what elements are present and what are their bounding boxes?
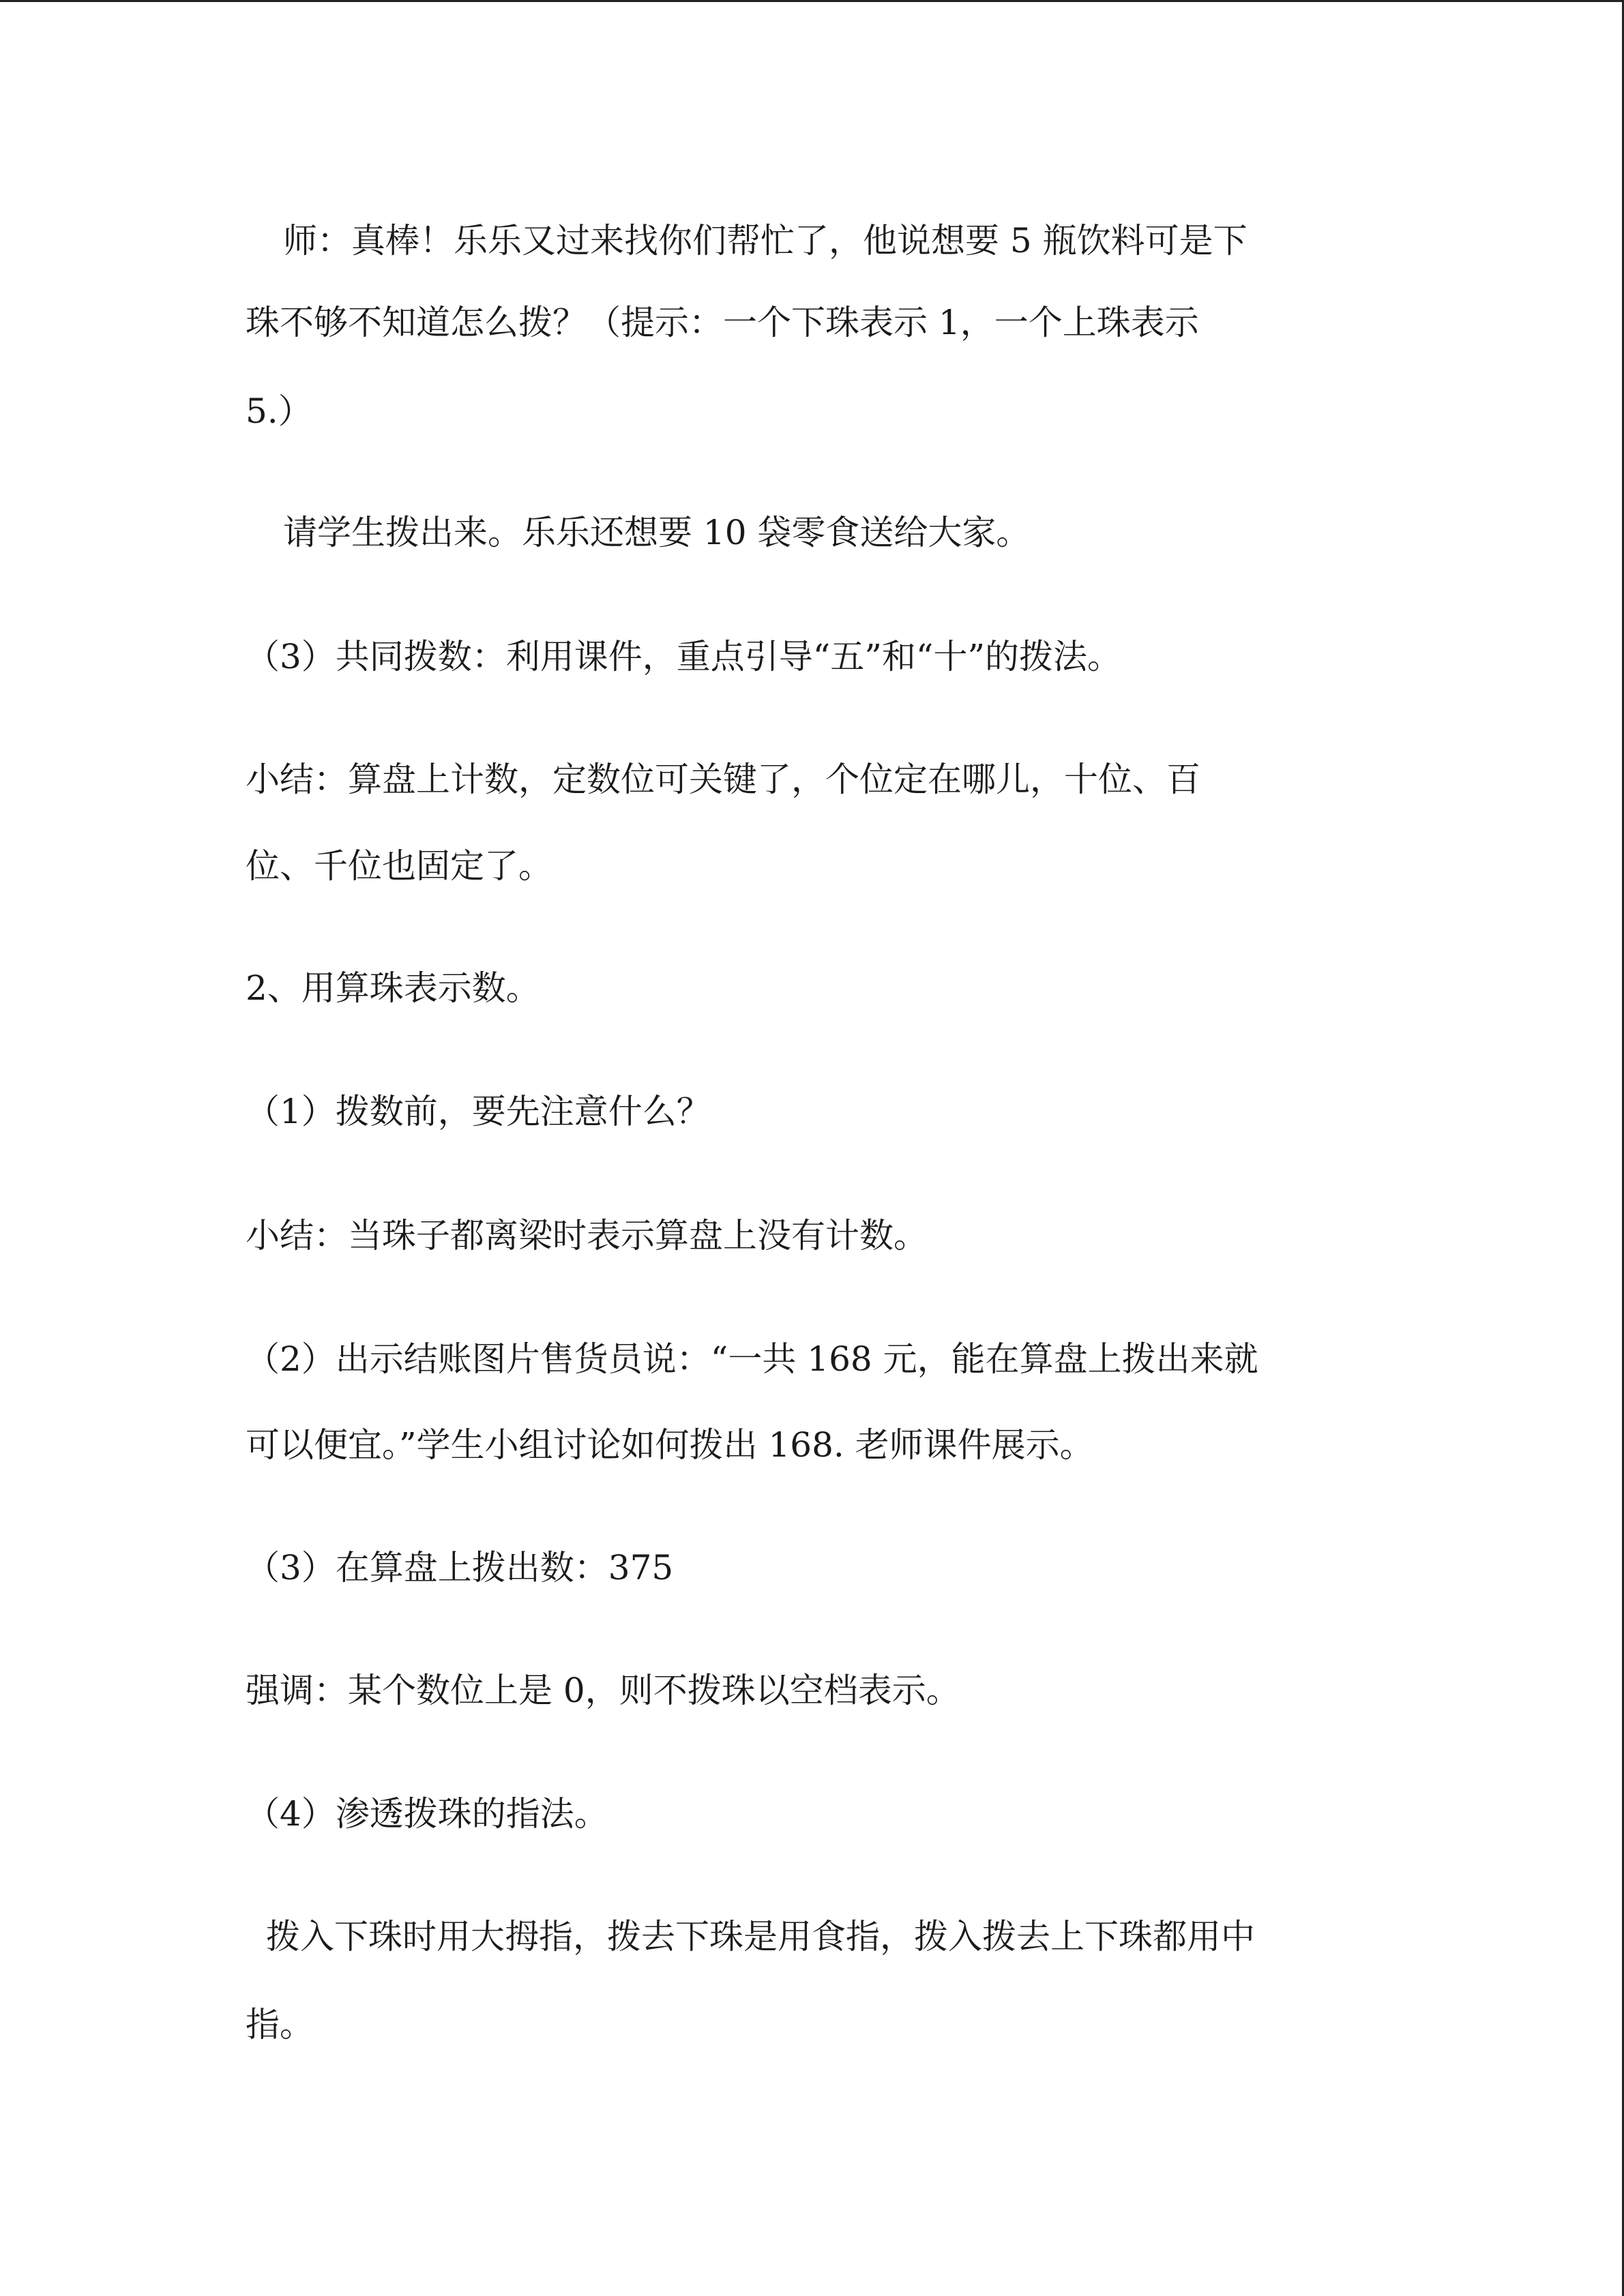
text-line: 珠不够不知道怎么拨？（提示：一个下珠表示 1，一个上珠表示 <box>246 303 1199 342</box>
text-line: 小结：算盘上计数，定数位可关键了，个位定在哪儿，十位、百 <box>246 760 1200 799</box>
page-top-border <box>0 0 1624 2</box>
text-line: 强调：某个数位上是 0，则不拨珠以空档表示。 <box>246 1671 960 1710</box>
text-line: 可以便宜。”学生小组讨论如何拨出 168. 老师课件展示。 <box>246 1425 1094 1465</box>
text-line: 2、用算珠表示数。 <box>246 968 540 1008</box>
text-line: （3）在算盘上拨出数：375 <box>246 1548 674 1587</box>
text-line: 拨入下珠时用大拇指，拨去下珠是用食指，拨入拨去上下珠都用中 <box>266 1917 1255 1956</box>
text-line: 小结：当珠子都离梁时表示算盘上没有计数。 <box>246 1216 928 1255</box>
text-line: 指。 <box>246 2005 314 2044</box>
text-line: 师：真棒！乐乐又过来找你们帮忙了，他说想要 5 瓶饮料可是下 <box>283 221 1247 260</box>
text-line: （4）渗透拨珠的指法。 <box>246 1794 608 1834</box>
text-line: （2）出示结账图片售货员说：“一共 168 元，能在算盘上拨出来就 <box>246 1339 1258 1379</box>
text-line: 5.） <box>246 391 312 431</box>
text-line: （1）拨数前，要先注意什么？ <box>246 1092 711 1131</box>
text-line: 请学生拨出来。乐乐还想要 10 袋零食送给大家。 <box>283 513 1031 552</box>
text-line: （3）共同拨数：利用课件，重点引导“五”和“十”的拨法。 <box>246 637 1122 676</box>
text-line: 位、千位也固定了。 <box>246 846 552 886</box>
